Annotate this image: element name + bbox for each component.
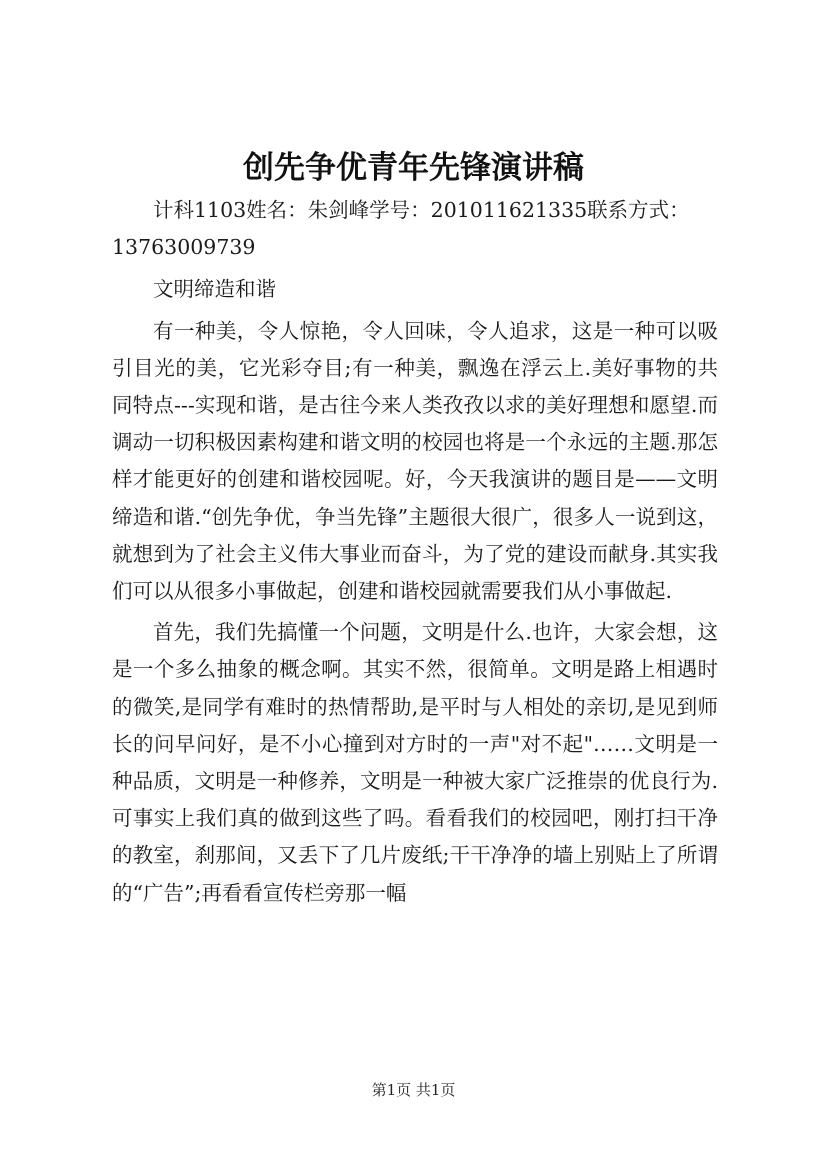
page-footer: 第1页 共1页: [371, 1081, 456, 1099]
author-phone-line: 13763009739: [112, 235, 256, 260]
paragraph-1: 有一种美，令人惊艳，令人回味，令人追求，这是一种可以吸引目光的美，它光彩夺目;有一种美，飘逸在浮云上.美好事物的共同特点---实现和谐，是古往今来人类孜孜以求的美好理想和愿望.而调动一切积极因素构建和谐文明的校园也将是一个永远的主题.那怎样才能更好的创建和谐校园呢。好，今天我演讲的题目是——文明缔造和谐.“创先争优，争当先锋”主题很大很广，很多人一说到这，就想到为了社会主义伟大事业而奋斗，为了党的建设而献身.其实我们可以从很多小事做起，创建和谐校园就需要我们从小事做起.: [112, 318, 718, 604]
author-info-line: 计科1103姓名：朱剑峰学号：201011621335联系方式：: [153, 198, 690, 222]
paragraph-2: 首先，我们先搞懂一个问题，文明是什么.也许，大家会想，这是一个多么抽象的概念啊。其实不然，很简单。文明是路上相遇时的微笑,是同学有难时的热情帮助,是平时与人相处的亲切,是见到师长的问早问好，是不小心撞到对方时的一声"对不起"……文明是一种品质，文明是一种修养，文明是一种被大家广泛推崇的优良行为.可事实上我们真的做到这些了吗。看看我们的校园吧，刚打扫干净的教室，刹那间，又丢下了几片废纸;干干净净的墙上别贴上了所谓的“广告”;再看看宣传栏旁那一幅: [112, 620, 718, 905]
document-body: [112, 192, 718, 912]
document-title: 创先争优青年先锋演讲稿: [243, 150, 584, 186]
section-heading: 文明缔造和谐: [153, 277, 276, 302]
